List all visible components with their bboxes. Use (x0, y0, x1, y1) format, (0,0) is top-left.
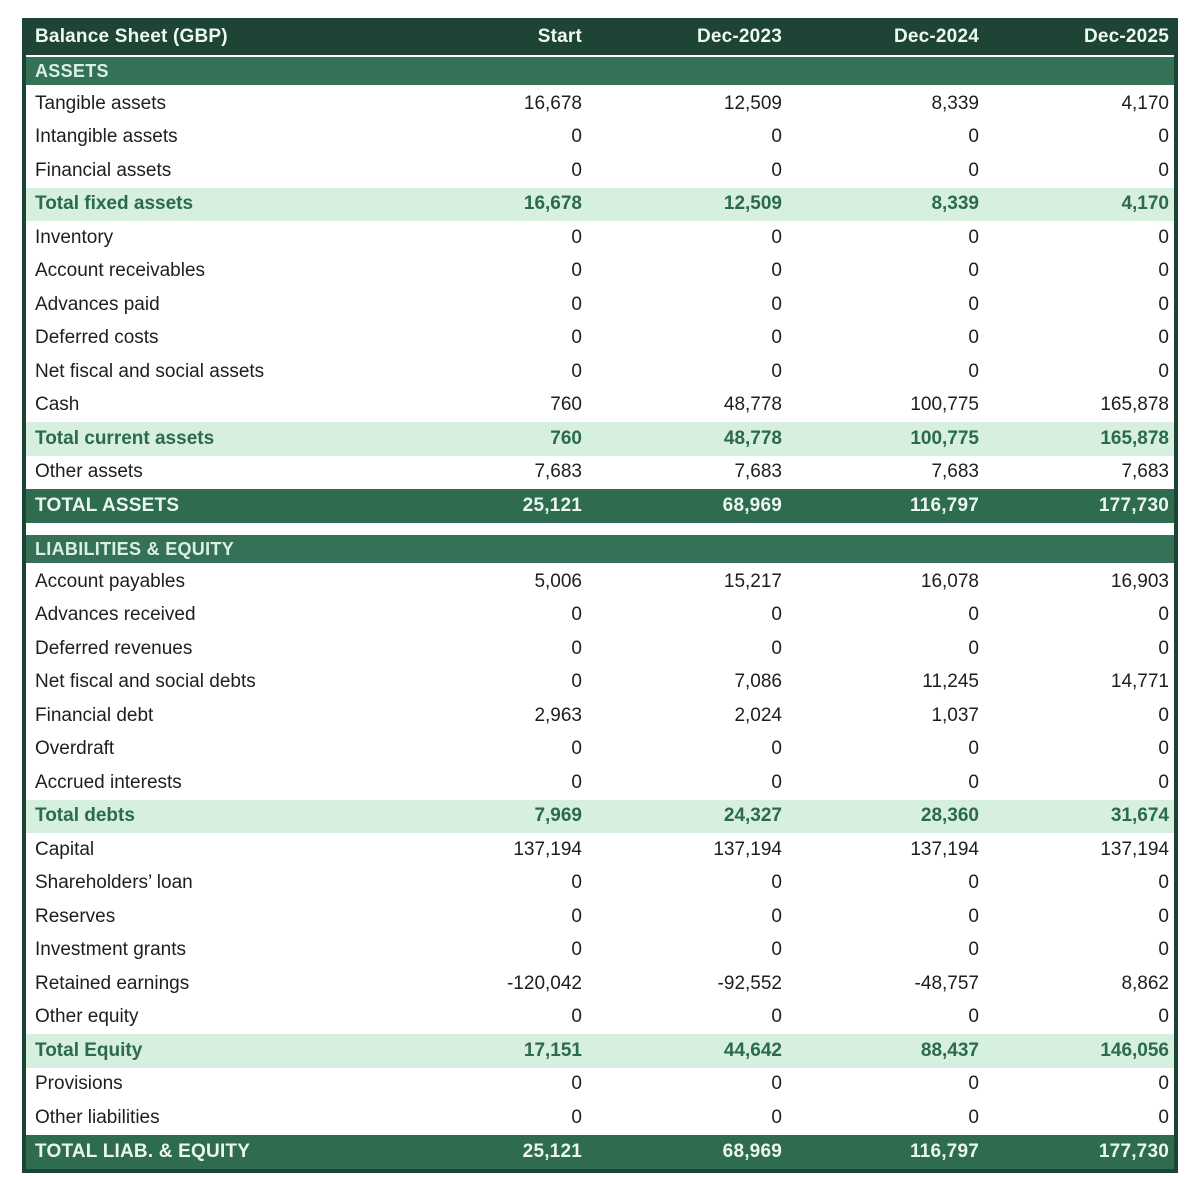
cell-value: 0 (571, 293, 582, 315)
cell-value: 0 (968, 637, 979, 659)
section-header: LIABILITIES & EQUITY (26, 535, 1174, 565)
cell-value: 0 (571, 1073, 582, 1095)
table-row (26, 121, 1174, 155)
cell-value: 0 (771, 771, 782, 793)
cell-value: 0 (571, 159, 582, 181)
row-label: Account receivables (35, 260, 206, 282)
cell-value: 0 (571, 327, 582, 349)
total-value: 68,969 (722, 1140, 782, 1162)
cell-value: 0 (1158, 704, 1169, 726)
cell-value: 0 (968, 327, 979, 349)
cell-value: 0 (771, 126, 782, 148)
row-label: Capital (35, 838, 95, 860)
cell-value: 0 (968, 905, 979, 927)
total-label: TOTAL ASSETS (35, 495, 180, 516)
table-row (26, 456, 1174, 490)
cell-value: 0 (968, 939, 979, 961)
section-total-row (26, 1135, 1174, 1169)
cell-value: 0 (771, 226, 782, 248)
cell-value: -92,552 (717, 972, 782, 994)
cell-value: 0 (1158, 738, 1169, 760)
row-label: Provisions (35, 1073, 123, 1095)
total-value: 177,730 (1098, 1140, 1169, 1162)
subtotal-row (26, 422, 1174, 456)
row-label: Net fiscal and social debts (35, 671, 256, 693)
column-header-dec-2024: Dec-2024 (893, 25, 979, 47)
cell-value: 0 (1158, 327, 1169, 349)
row-label: Overdraft (35, 738, 115, 760)
row-label: Inventory (35, 226, 114, 248)
cell-value: 7,683 (1121, 461, 1169, 483)
table-row (26, 221, 1174, 255)
cell-value: 760 (550, 427, 582, 449)
table-row (26, 355, 1174, 389)
balance-sheet-table (22, 18, 1178, 1173)
cell-value: 146,056 (1100, 1039, 1169, 1061)
cell-value: 0 (771, 1073, 782, 1095)
cell-value: 0 (571, 604, 582, 626)
cell-value: 24,327 (723, 805, 782, 827)
total-value: 116,797 (909, 1140, 979, 1162)
cell-value: 15,217 (723, 570, 782, 592)
row-label: Accrued interests (35, 771, 182, 793)
cell-value: 0 (571, 226, 582, 248)
total-value: 25,121 (522, 1140, 582, 1162)
row-label: Other assets (35, 461, 143, 483)
row-label: Total current assets (35, 427, 215, 449)
cell-value: 0 (968, 260, 979, 282)
row-label: Deferred revenues (35, 637, 193, 659)
cell-value: 0 (1158, 1006, 1169, 1028)
cell-value: 0 (771, 637, 782, 659)
total-label: TOTAL LIAB. & EQUITY (35, 1140, 251, 1162)
cell-value: 4,170 (1121, 193, 1169, 215)
cell-value: 0 (571, 939, 582, 961)
table-row (26, 699, 1174, 733)
table-row (26, 867, 1174, 901)
cell-value: -48,757 (914, 972, 979, 994)
cell-value: 165,878 (1100, 394, 1169, 416)
cell-value: 1,037 (931, 704, 979, 726)
cell-value: 0 (1158, 939, 1169, 961)
table-row (26, 967, 1174, 1001)
total-value: 177,730 (1098, 495, 1169, 516)
row-label: Retained earnings (35, 972, 190, 994)
row-label: Advances paid (35, 293, 160, 315)
cell-value: 17,151 (523, 1039, 582, 1061)
cell-value: 0 (1158, 872, 1169, 894)
section-total-row (26, 489, 1174, 523)
row-label: Reserves (35, 905, 116, 927)
cell-value: 0 (771, 738, 782, 760)
cell-value: 0 (571, 1106, 582, 1128)
cell-value: 31,674 (1110, 805, 1169, 827)
cell-value: 8,862 (1121, 972, 1169, 994)
cell-value: 7,683 (534, 461, 582, 483)
column-header-start: Start (537, 25, 582, 47)
cell-value: 0 (771, 604, 782, 626)
cell-value: 0 (571, 360, 582, 382)
row-label: Shareholders’ loan (35, 872, 193, 894)
cell-value: 0 (1158, 771, 1169, 793)
cell-value: 0 (571, 1006, 582, 1028)
cell-value: 48,778 (723, 394, 782, 416)
cell-value: 8,339 (931, 193, 979, 215)
cell-value: 16,678 (523, 92, 582, 114)
table-row (26, 389, 1174, 423)
cell-value: 12,509 (723, 92, 782, 114)
column-header-dec-2023: Dec-2023 (696, 25, 782, 47)
cell-value: 0 (968, 738, 979, 760)
cell-value: 0 (968, 293, 979, 315)
row-label: Total Equity (35, 1039, 143, 1061)
cell-value: 7,683 (931, 461, 979, 483)
cell-value: 0 (771, 939, 782, 961)
cell-value: 0 (968, 126, 979, 148)
table-body (26, 57, 1174, 1169)
column-header-dec-2025: Dec-2025 (1083, 25, 1169, 47)
cell-value: 0 (771, 1106, 782, 1128)
cell-value: 137,194 (910, 838, 979, 860)
row-label: Investment grants (35, 939, 187, 961)
table-row (26, 900, 1174, 934)
row-label: Intangible assets (35, 126, 178, 148)
cell-value: 100,775 (910, 394, 979, 416)
cell-value: 0 (968, 872, 979, 894)
cell-value: 0 (771, 1006, 782, 1028)
cell-value: 0 (771, 360, 782, 382)
cell-value: 100,775 (910, 427, 979, 449)
cell-value: -120,042 (506, 972, 582, 994)
cell-value: 0 (968, 226, 979, 248)
cell-value: 137,194 (713, 838, 782, 860)
cell-value: 0 (1158, 604, 1169, 626)
table-header-row (26, 18, 1174, 57)
cell-value: 0 (1158, 1073, 1169, 1095)
row-label: Net fiscal and social assets (35, 360, 265, 382)
cell-value: 0 (771, 327, 782, 349)
row-label: Deferred costs (35, 327, 159, 349)
table-row (26, 833, 1174, 867)
cell-value: 0 (1158, 260, 1169, 282)
cell-value: 48,778 (723, 427, 782, 449)
cell-value: 760 (550, 394, 582, 416)
cell-value: 0 (1158, 126, 1169, 148)
cell-value: 0 (571, 260, 582, 282)
cell-value: 7,086 (734, 671, 782, 693)
table-row (26, 766, 1174, 800)
row-label: Other liabilities (35, 1106, 160, 1128)
table-row (26, 1101, 1174, 1135)
cell-value: 7,969 (534, 805, 582, 827)
table-title: Balance Sheet (GBP) (35, 25, 228, 47)
cell-value: 0 (571, 637, 582, 659)
total-value: 25,121 (522, 495, 582, 516)
section-gap (26, 523, 1174, 535)
cell-value: 0 (571, 872, 582, 894)
row-label: Other equity (35, 1006, 139, 1028)
cell-value: 28,360 (920, 805, 979, 827)
row-label: Advances received (35, 604, 196, 626)
subtotal-row (26, 1034, 1174, 1068)
table-row (26, 1001, 1174, 1035)
table-row (26, 666, 1174, 700)
subtotal-row (26, 188, 1174, 222)
row-label: Financial debt (35, 704, 154, 726)
cell-value: 0 (968, 1073, 979, 1095)
row-label: Total debts (35, 805, 135, 827)
row-label: Total fixed assets (35, 193, 194, 215)
section-header: ASSETS (26, 57, 1174, 87)
cell-value: 16,678 (523, 193, 582, 215)
cell-value: 0 (571, 671, 582, 693)
table-row (26, 733, 1174, 767)
table-row (26, 288, 1174, 322)
cell-value: 44,642 (723, 1039, 782, 1061)
cell-value: 137,194 (1100, 838, 1169, 860)
cell-value: 12,509 (723, 193, 782, 215)
cell-value: 11,245 (922, 671, 979, 693)
cell-value: 137,194 (513, 838, 582, 860)
cell-value: 0 (1158, 360, 1169, 382)
table-row (26, 154, 1174, 188)
cell-value: 0 (968, 360, 979, 382)
cell-value: 16,078 (920, 570, 979, 592)
cell-value: 2,963 (534, 704, 582, 726)
total-value: 68,969 (722, 495, 782, 516)
cell-value: 0 (1158, 905, 1169, 927)
table-row (26, 565, 1174, 599)
cell-value: 0 (1158, 637, 1169, 659)
cell-value: 0 (771, 260, 782, 282)
cell-value: 0 (968, 604, 979, 626)
cell-value: 0 (771, 159, 782, 181)
table-row (26, 632, 1174, 666)
cell-value: 2,024 (734, 704, 782, 726)
cell-value: 0 (571, 905, 582, 927)
table-row (26, 599, 1174, 633)
cell-value: 8,339 (931, 92, 979, 114)
cell-value: 0 (1158, 159, 1169, 181)
cell-value: 0 (968, 1006, 979, 1028)
row-label: Cash (35, 394, 80, 416)
row-label: Tangible assets (35, 92, 166, 114)
cell-value: 0 (771, 905, 782, 927)
total-value: 116,797 (909, 495, 979, 516)
cell-value: 0 (968, 771, 979, 793)
cell-value: 0 (571, 126, 582, 148)
table-row (26, 87, 1174, 121)
cell-value: 0 (968, 1106, 979, 1128)
table-row (26, 322, 1174, 356)
cell-value: 0 (968, 159, 979, 181)
subtotal-row (26, 800, 1174, 834)
cell-value: 88,437 (920, 1039, 979, 1061)
cell-value: 16,903 (1110, 570, 1169, 592)
table-row (26, 934, 1174, 968)
table-row (26, 255, 1174, 289)
cell-value: 5,006 (534, 570, 582, 592)
cell-value: 165,878 (1100, 427, 1169, 449)
row-label: Financial assets (35, 159, 172, 181)
cell-value: 0 (1158, 1106, 1169, 1128)
cell-value: 0 (1158, 226, 1169, 248)
cell-value: 0 (1158, 293, 1169, 315)
table-row (26, 1068, 1174, 1102)
cell-value: 0 (571, 771, 582, 793)
cell-value: 0 (771, 872, 782, 894)
cell-value: 14,771 (1110, 671, 1169, 693)
cell-value: 4,170 (1121, 92, 1169, 114)
cell-value: 0 (571, 738, 582, 760)
cell-value: 0 (771, 293, 782, 315)
row-label: Account payables (35, 570, 185, 592)
cell-value: 7,683 (734, 461, 782, 483)
